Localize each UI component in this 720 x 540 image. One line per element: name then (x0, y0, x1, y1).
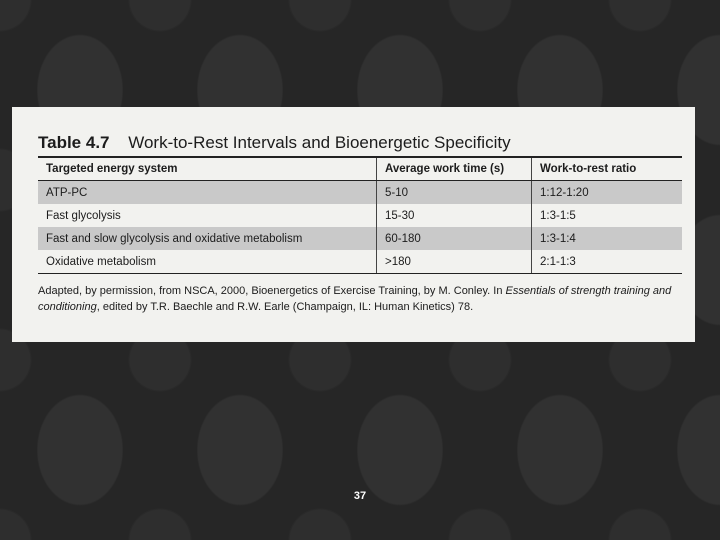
table-header-row (38, 158, 682, 181)
source-note-text-end: , edited by T.R. Baechle and R.W. Earle (Champaign, IL: Human Kinetics) 78. (96, 301, 474, 313)
column-header-energy-system: Targeted energy system (38, 158, 377, 181)
table-source-note (38, 283, 688, 315)
table-row (38, 250, 682, 274)
column-header-work-time: Average work time (s) (377, 158, 532, 181)
energy-system-cell: Fast and slow glycolysis and oxidative metabolism (38, 227, 377, 250)
ratio-cell: 2:1-1:3 (532, 250, 683, 274)
table-row (38, 227, 682, 250)
work-rest-table (38, 158, 682, 274)
work-time-cell: 5-10 (377, 181, 532, 205)
work-time-cell: 15-30 (377, 204, 532, 227)
column-header-ratio: Work-to-rest ratio (532, 158, 683, 181)
ratio-cell: 1:12-1:20 (532, 181, 683, 205)
work-time-cell: >180 (377, 250, 532, 274)
source-note-text: Adapted, by permission, from NSCA, 2000, Bioenergetics of Exercise Training, by M. Conley. In (38, 285, 506, 297)
table-number: Table 4.7 (38, 133, 110, 152)
energy-system-cell: Fast glycolysis (46, 209, 121, 222)
ratio-cell: 1:3-1:4 (532, 227, 683, 250)
energy-system-cell: ATP-PC (38, 181, 377, 205)
table-row (38, 181, 682, 205)
ratio-cell: 1:3-1:5 (532, 204, 683, 227)
table-title: Work-to-Rest Intervals and Bioenergetic Specificity (128, 133, 511, 152)
bleed-through-text (42, 107, 682, 120)
table-row (38, 204, 682, 227)
source-book-title: Essentials of strength training and conditioning (38, 285, 672, 313)
table-heading (38, 133, 511, 153)
page-number: 37 (353, 490, 367, 502)
textbook-table-image (12, 107, 695, 342)
energy-system-cell: Oxidative metabolism (38, 250, 377, 274)
work-time-cell: 60-180 (377, 227, 532, 250)
